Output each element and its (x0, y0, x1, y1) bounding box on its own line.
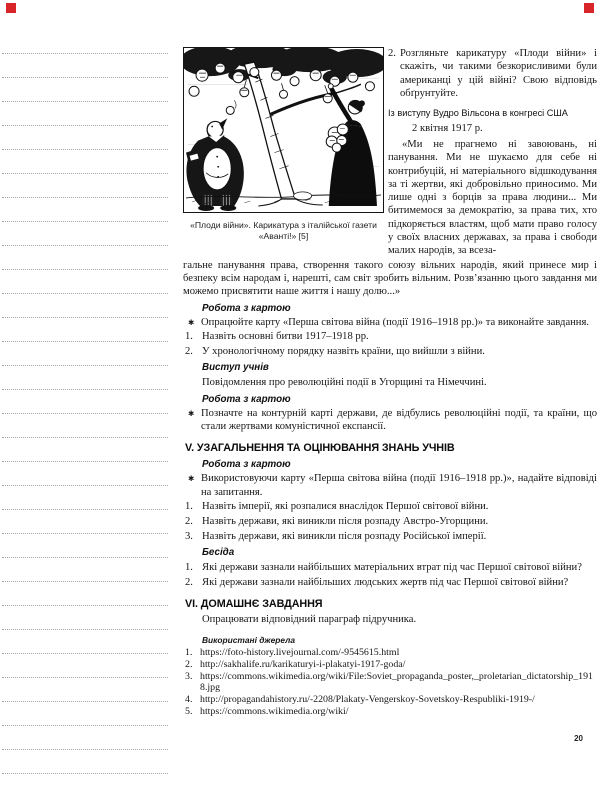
list-item (183, 330, 597, 343)
notes-line (2, 533, 168, 557)
map-work-task-3 (183, 472, 597, 499)
source-url[interactable]: http://sakhalife.ru/karikaturyi-i-plakatyi-1917-goda/ (200, 659, 406, 671)
notes-lines (2, 53, 168, 797)
notes-line (2, 269, 168, 293)
map-work-task-2 (183, 407, 597, 434)
list-item (183, 576, 597, 589)
section-vi-heading: VI. ДОМАШНЄ ЗАВДАННЯ (185, 597, 323, 610)
item-text: Які держави зазнали найбільших людських жертв під час Першої світової війни? (202, 576, 569, 588)
item-text: Назвіть основні битви 1917–1918 рр. (202, 331, 369, 343)
caricature-image (183, 47, 384, 213)
item-number: 2. (185, 346, 193, 358)
list-item (183, 561, 597, 574)
section-v-heading: V. УЗАГАЛЬНЕННЯ ТА ОЦІНЮВАННЯ ЗНАНЬ УЧНІВ (185, 442, 455, 455)
item-text: Назвіть держави, які виникли після розпаду Російської імперії. (202, 531, 487, 543)
item-number: 1. (185, 501, 193, 513)
page-number: 20 (574, 734, 583, 743)
corner-marker-top-right (584, 3, 594, 13)
right-text-column (388, 47, 597, 258)
notes-line (2, 245, 168, 269)
quote-column-part: «Ми не прагнемо ні завоювань, ні панування. Ми не шукаємо для себе ні контрибуцій, ні матеріального відшкодування за ті жертви, які добровільно приносимо. Ми лише одні з борців за права людини... Ми битимемося за демократію, за права тих, хто підкоряється властям, щоб мати право голосу у своїх власних державах, за права і свободи малих народів, за всеза- (388, 138, 597, 257)
source-link-row (183, 659, 597, 670)
source-number: 2. (185, 659, 193, 671)
notes-line (2, 413, 168, 437)
task-number: 2. (388, 48, 396, 59)
map-work-task-1-text: Опрацюйте карту «Перша світова війна (події 1916–1918 рр.)» та виконайте завдання. (201, 316, 590, 328)
quote-date: 2 квітня 1917 р. (412, 122, 483, 134)
list-item (183, 345, 597, 358)
map-work-label-1: Робота з картою (202, 302, 291, 314)
homework-text: Опрацювати відповідний параграф підручника. (202, 613, 417, 625)
notes-line (2, 749, 168, 773)
source-number: 1. (185, 647, 193, 659)
notes-line (2, 629, 168, 653)
source-link-row (183, 647, 597, 658)
map-work-task-2-text: Позначте на контурній карті держави, де відбулись революційні події, та країни, що стали жертвами комуністичної експансії. (201, 407, 597, 433)
notes-line (2, 149, 168, 173)
list-item (183, 515, 597, 528)
source-number: 4. (185, 694, 193, 706)
list-item (183, 500, 597, 513)
notes-line (2, 725, 168, 749)
source-url[interactable]: https://foto-history.livejournal.com/-9545615.html (200, 647, 400, 659)
notes-line (2, 341, 168, 365)
item-number: 3. (185, 531, 193, 543)
notes-line (2, 701, 168, 725)
talk-label: Бесіда (202, 547, 235, 559)
notes-line (2, 77, 168, 101)
task-item-2 (388, 47, 597, 100)
caricature-figure (183, 47, 384, 242)
item-number: 2. (185, 576, 193, 588)
notes-line (2, 773, 168, 797)
notes-line (2, 677, 168, 701)
quote-source: Із виступу Вудро Вільсона в конгресі США (388, 108, 568, 119)
item-text: Назвіть імперії, які розпалися внаслідок Першої світової війни. (202, 501, 489, 513)
notes-line (2, 605, 168, 629)
notes-line (2, 557, 168, 581)
caricature-drawing (184, 48, 383, 212)
map-work-label-3: Робота з картою (202, 459, 291, 471)
source-url[interactable]: http://propagandahistory.ru/-2208/Plakaty-Vengerskoy-Sovetskoy-Respubliki-1919-/ (200, 694, 535, 706)
notes-line (2, 101, 168, 125)
source-url[interactable]: https://commons.wikimedia.org/wiki/File:Soviet_propaganda_poster,_proletarian_dictatorship_1918.jpg (200, 671, 593, 694)
item-number: 1. (185, 331, 193, 343)
item-text: У хронологічному порядку назвіть країни, що вийшли з війни. (202, 346, 485, 358)
source-link-row (183, 671, 597, 694)
star-bullet-icon: ✱ (188, 474, 195, 484)
figure-and-task-row (183, 47, 597, 258)
notes-line (2, 197, 168, 221)
map-work-task-1 (183, 316, 597, 329)
capitalist-figure (186, 100, 244, 211)
notes-line (2, 581, 168, 605)
notes-line (2, 437, 168, 461)
notes-line (2, 485, 168, 509)
item-text: Які держави зазнали найбільших матеріальних втрат під час Першої світової війни? (202, 561, 582, 573)
notes-line (2, 461, 168, 485)
pupils-speech-label: Виступ учнів (202, 362, 269, 374)
notes-line (2, 53, 168, 77)
notes-line (2, 317, 168, 341)
quote-continuation: гальне панування права, створення такого союзу вільних народів, який принесе мир і безпеку всім народам і, нарешті, сам світ зробить вільним. Розв’язанню цього завдання ми можемо присвятити наше життя і нашу долю...» (183, 259, 597, 298)
item-text: Назвіть держави, які виникли після розпаду Австро-Угорщини. (202, 516, 489, 528)
source-number: 5. (185, 706, 193, 718)
source-link-row (183, 694, 597, 705)
notes-line (2, 509, 168, 533)
list-item (183, 530, 597, 543)
notes-line (2, 389, 168, 413)
corner-marker-top-left (6, 3, 16, 13)
notes-line (2, 221, 168, 245)
map-work-label-2: Робота з картою (202, 393, 291, 405)
item-number: 2. (185, 516, 193, 528)
page-content (183, 47, 597, 718)
pupils-speech-text: Повідомлення про революційні події в Угорщині та Німеччині. (202, 377, 487, 389)
item-number: 1. (185, 561, 193, 573)
map-work-task-3-text: Використовуючи карту «Перша світова війна (події 1916–1918 рр.)», надайте відповіді на запитання. (201, 473, 597, 498)
task-text: Розгляньте карикатуру «Плоди війни» і скажіть, чи такими безкорисливими були американці у цій війні? Свою відповідь обґрунтуйте. (400, 48, 597, 99)
notes-line (2, 293, 168, 317)
source-number: 3. (185, 671, 193, 683)
notes-line (2, 365, 168, 389)
notes-line (2, 173, 168, 197)
star-bullet-icon: ✱ (188, 317, 195, 327)
notes-line (2, 125, 168, 149)
figure-caption: «Плоди війни». Карикатура з італійської газети «Аванті!» [5] (190, 220, 377, 241)
notes-line (2, 653, 168, 677)
sources-label: Використані джерела (202, 635, 295, 646)
source-link-row (183, 706, 597, 717)
woman-figure (326, 84, 377, 206)
star-bullet-icon: ✱ (188, 408, 195, 418)
source-url[interactable]: https://commons.wikimedia.org/wiki/ (200, 706, 349, 718)
